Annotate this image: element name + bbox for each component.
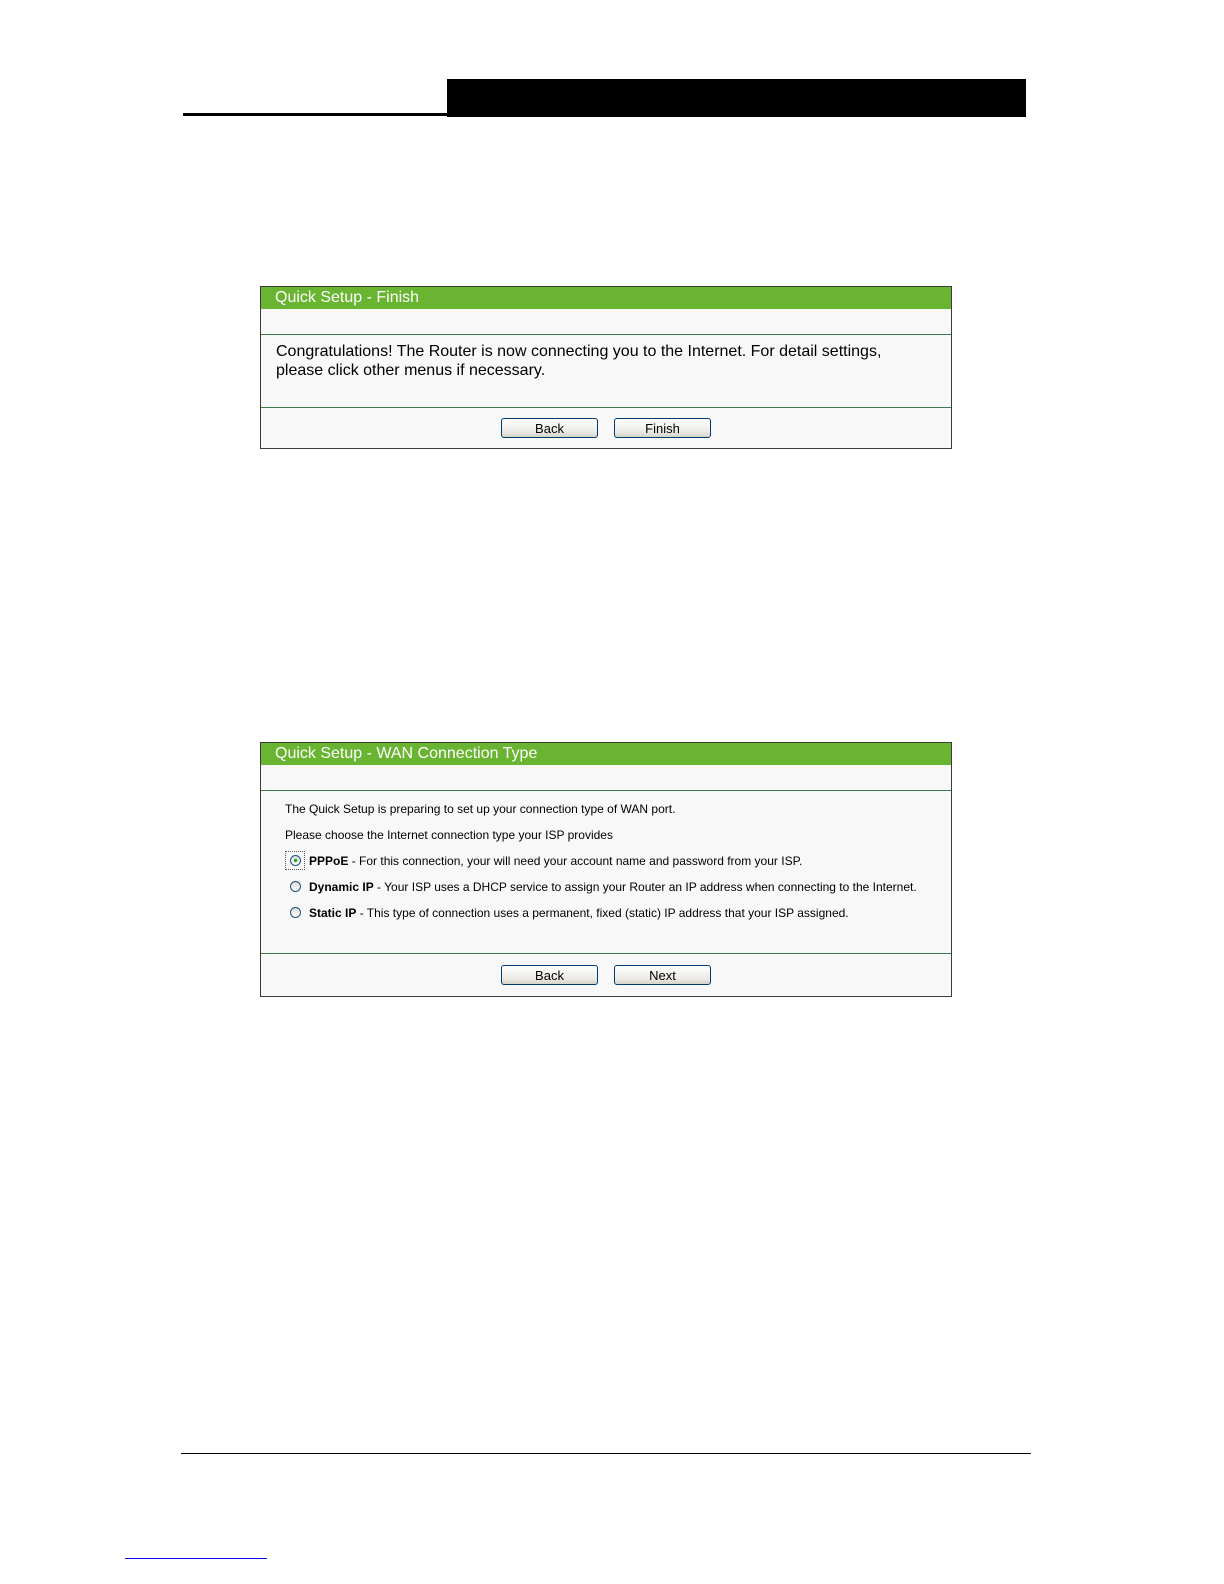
- wan-option-pppoe[interactable]: [285, 853, 951, 879]
- pppoe-radio-focus: [285, 851, 305, 870]
- dynamic-ip-radio-wrap: [285, 877, 305, 896]
- pppoe-label: [309, 853, 802, 869]
- page-footer-rule: [181, 1453, 1031, 1454]
- quick-setup-finish-panel: [260, 286, 952, 449]
- wan-option-dynamic-ip[interactable]: [285, 879, 951, 905]
- panel-title: Quick Setup - Finish: [261, 287, 951, 309]
- static-ip-description: - This type of connection uses a permanent, fixed (static) IP address that your ISP assigned.: [356, 906, 849, 920]
- dynamic-ip-description: - Your ISP uses a DHCP service to assign your Router an IP address when connecting to the Internet.: [373, 880, 917, 894]
- quick-setup-wan-panel: [260, 742, 952, 997]
- static-ip-radio-wrap: [285, 903, 305, 922]
- page-header-rule: [183, 113, 449, 116]
- static-ip-radio[interactable]: [290, 907, 301, 918]
- button-bar: [261, 953, 951, 996]
- finish-message: [261, 335, 951, 380]
- page-header-bar: [447, 79, 1026, 117]
- button-bar: [261, 407, 951, 448]
- static-ip-name: Static IP: [309, 906, 357, 920]
- back-button[interactable]: Back: [501, 965, 598, 985]
- pppoe-name: PPPoE: [309, 854, 349, 868]
- panel-title: Quick Setup - WAN Connection Type: [261, 743, 951, 765]
- dynamic-ip-name: Dynamic IP: [309, 880, 374, 894]
- finish-button[interactable]: Finish: [614, 418, 711, 438]
- wan-option-static-ip[interactable]: [285, 905, 951, 931]
- back-button[interactable]: Back: [501, 418, 598, 438]
- finish-message-line-2: please click other menus if necessary.: [276, 362, 546, 379]
- footer-link-underline: [125, 1558, 267, 1559]
- static-ip-label: [309, 905, 849, 921]
- wan-intro-text: The Quick Setup is preparing to set up your connection type of WAN port.: [285, 802, 676, 816]
- pppoe-description: - For this connection, your will need your account name and password from your ISP.: [348, 854, 803, 868]
- wan-prompt-text: Please choose the Internet connection type your ISP provides: [285, 828, 613, 842]
- next-button[interactable]: Next: [614, 965, 711, 985]
- dynamic-ip-radio[interactable]: [290, 881, 301, 892]
- finish-message-line-1: Congratulations! The Router is now connecting you to the Internet. For detail settings,: [276, 343, 882, 360]
- pppoe-radio[interactable]: [290, 855, 301, 866]
- panel-spacer: [261, 309, 951, 335]
- dynamic-ip-label: [309, 879, 917, 895]
- wan-body: [261, 791, 951, 931]
- panel-spacer: [261, 765, 951, 791]
